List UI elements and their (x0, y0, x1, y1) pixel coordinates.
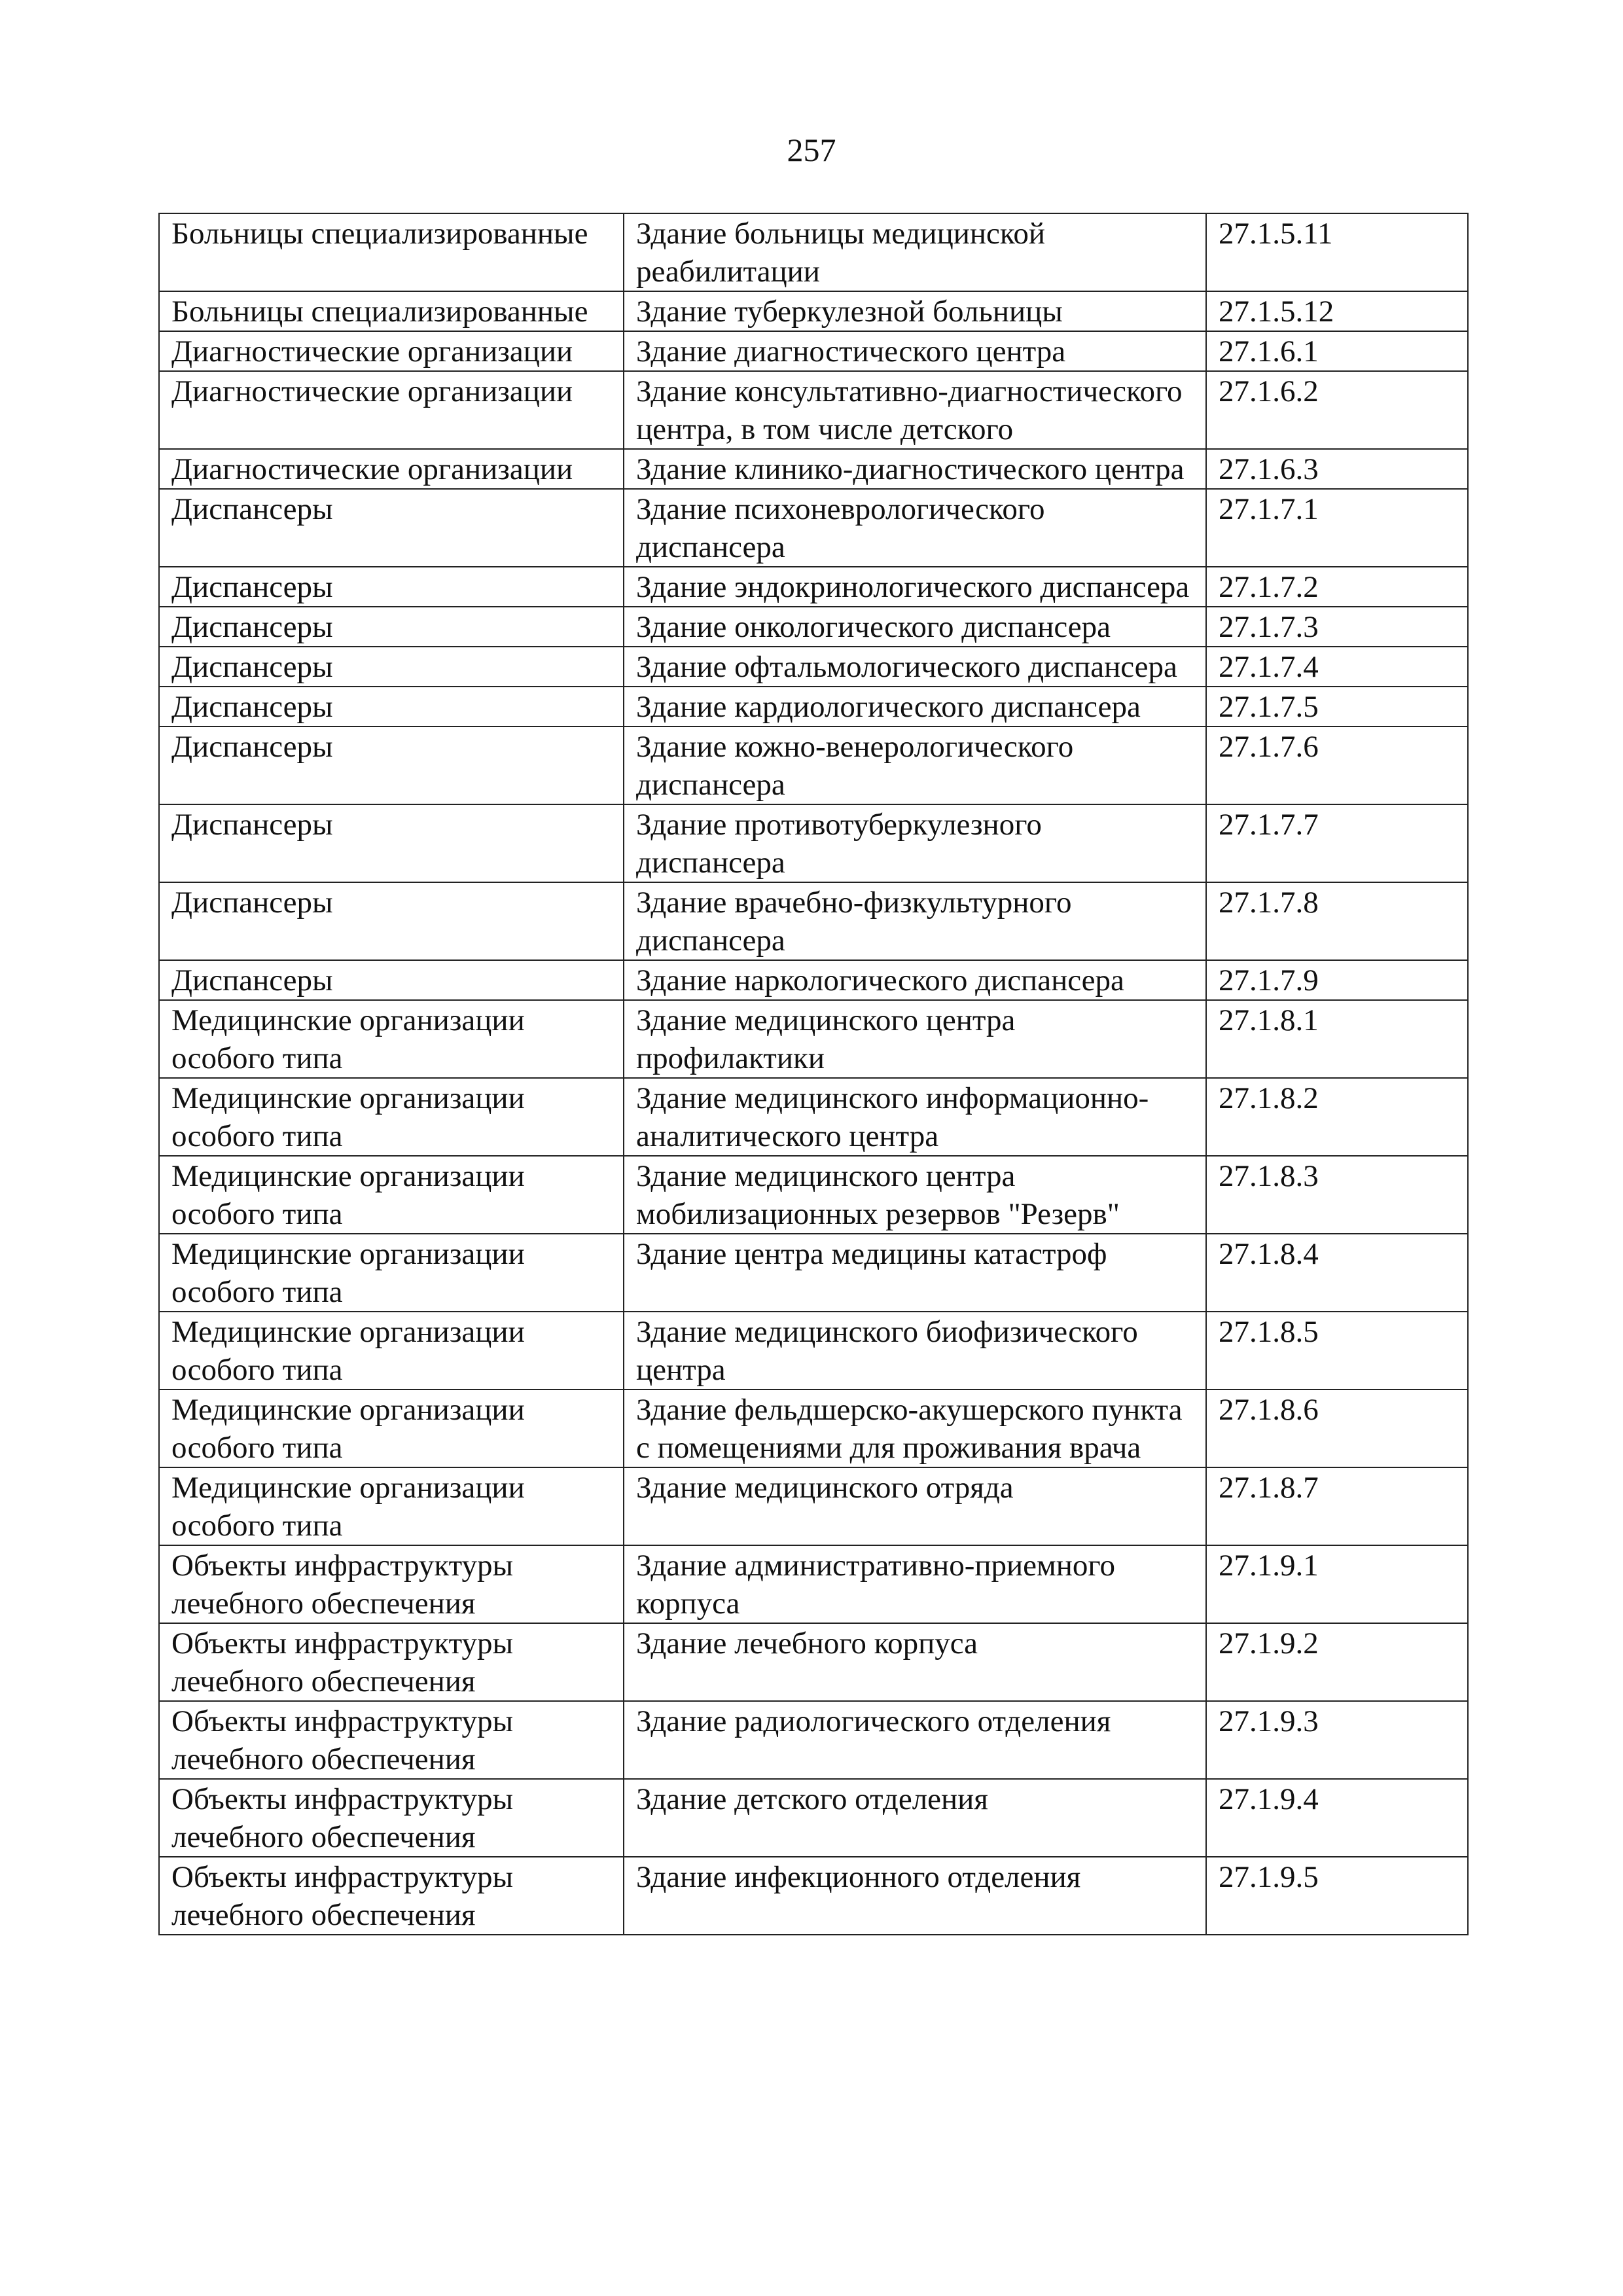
table-row (159, 960, 1468, 1000)
building-cell: Здание эндокринологического диспансера (624, 567, 1206, 607)
table-row (159, 1390, 1468, 1467)
category-cell: Диспансеры (159, 489, 624, 567)
table-body (159, 213, 1468, 1935)
code-cell: 27.1.7.2 (1206, 567, 1468, 607)
building-cell: Здание медицинского центра профилактики (624, 1000, 1206, 1078)
code-cell: 27.1.7.9 (1206, 960, 1468, 1000)
code-cell: 27.1.8.5 (1206, 1312, 1468, 1390)
classification-table (158, 213, 1469, 1935)
building-cell: Здание противотуберкулезного диспансера (624, 804, 1206, 882)
category-cell: Больницы специализированные (159, 213, 624, 291)
building-cell: Здание кожно-венерологического диспансера (624, 726, 1206, 804)
category-cell: Диспансеры (159, 687, 624, 726)
table-row (159, 647, 1468, 687)
building-cell: Здание кардиологического диспансера (624, 687, 1206, 726)
table-row (159, 726, 1468, 804)
category-cell: Диспансеры (159, 960, 624, 1000)
building-cell: Здание больницы медицинской реабилитации (624, 213, 1206, 291)
code-cell: 27.1.9.4 (1206, 1779, 1468, 1857)
code-cell: 27.1.9.3 (1206, 1701, 1468, 1779)
table-row (159, 371, 1468, 449)
category-cell: Диспансеры (159, 804, 624, 882)
category-cell: Медицинские организации особого типа (159, 1234, 624, 1312)
code-cell: 27.1.6.3 (1206, 449, 1468, 489)
building-cell: Здание медицинского центра мобилизационных резервов "Резерв" (624, 1156, 1206, 1234)
code-cell: 27.1.8.2 (1206, 1078, 1468, 1156)
category-cell: Объекты инфраструктуры лечебного обеспечения (159, 1857, 624, 1935)
table-row (159, 1234, 1468, 1312)
category-cell: Медицинские организации особого типа (159, 1000, 624, 1078)
page-number: 257 (787, 132, 836, 168)
code-cell: 27.1.7.4 (1206, 647, 1468, 687)
code-cell: 27.1.8.7 (1206, 1467, 1468, 1545)
building-cell: Здание консультативно-диагностического центра, в том числе детского (624, 371, 1206, 449)
table-row (159, 607, 1468, 647)
building-cell: Здание административно-приемного корпуса (624, 1545, 1206, 1623)
table-row (159, 1078, 1468, 1156)
category-cell: Объекты инфраструктуры лечебного обеспечения (159, 1701, 624, 1779)
table-row (159, 1156, 1468, 1234)
category-cell: Диагностические организации (159, 371, 624, 449)
category-cell: Диспансеры (159, 647, 624, 687)
category-cell: Медицинские организации особого типа (159, 1078, 624, 1156)
code-cell: 27.1.8.3 (1206, 1156, 1468, 1234)
building-cell: Здание онкологического диспансера (624, 607, 1206, 647)
building-cell: Здание наркологического диспансера (624, 960, 1206, 1000)
code-cell: 27.1.9.1 (1206, 1545, 1468, 1623)
building-cell: Здание медицинского информационно-аналитического центра (624, 1078, 1206, 1156)
building-cell: Здание центра медицины катастроф (624, 1234, 1206, 1312)
category-cell: Диспансеры (159, 567, 624, 607)
code-cell: 27.1.9.5 (1206, 1857, 1468, 1935)
category-cell: Диспансеры (159, 726, 624, 804)
building-cell: Здание медицинского отряда (624, 1467, 1206, 1545)
category-cell: Объекты инфраструктуры лечебного обеспечения (159, 1623, 624, 1701)
table-row (159, 291, 1468, 331)
table-row (159, 1312, 1468, 1390)
category-cell: Медицинские организации особого типа (159, 1467, 624, 1545)
table-row (159, 1779, 1468, 1857)
table-row (159, 1623, 1468, 1701)
code-cell: 27.1.7.3 (1206, 607, 1468, 647)
table-row (159, 1000, 1468, 1078)
table-row (159, 449, 1468, 489)
code-cell: 27.1.5.12 (1206, 291, 1468, 331)
category-cell: Объекты инфраструктуры лечебного обеспечения (159, 1779, 624, 1857)
code-cell: 27.1.6.1 (1206, 331, 1468, 371)
building-cell: Здание фельдшерско-акушерского пункта с помещениями для проживания врача (624, 1390, 1206, 1467)
category-cell: Медицинские организации особого типа (159, 1156, 624, 1234)
table-row (159, 567, 1468, 607)
building-cell: Здание медицинского биофизического центра (624, 1312, 1206, 1390)
table-row (159, 489, 1468, 567)
building-cell: Здание офтальмологического диспансера (624, 647, 1206, 687)
building-cell: Здание туберкулезной больницы (624, 291, 1206, 331)
code-cell: 27.1.7.5 (1206, 687, 1468, 726)
code-cell: 27.1.9.2 (1206, 1623, 1468, 1701)
code-cell: 27.1.7.1 (1206, 489, 1468, 567)
table-row (159, 882, 1468, 960)
code-cell: 27.1.7.7 (1206, 804, 1468, 882)
table-row (159, 1701, 1468, 1779)
category-cell: Больницы специализированные (159, 291, 624, 331)
building-cell: Здание врачебно-физкультурного диспансера (624, 882, 1206, 960)
building-cell: Здание инфекционного отделения (624, 1857, 1206, 1935)
table-row (159, 1857, 1468, 1935)
code-cell: 27.1.8.1 (1206, 1000, 1468, 1078)
building-cell: Здание психоневрологического диспансера (624, 489, 1206, 567)
building-cell: Здание лечебного корпуса (624, 1623, 1206, 1701)
table-row (159, 1545, 1468, 1623)
building-cell: Здание детского отделения (624, 1779, 1206, 1857)
code-cell: 27.1.6.2 (1206, 371, 1468, 449)
table-row (159, 1467, 1468, 1545)
building-cell: Здание клинико-диагностического центра (624, 449, 1206, 489)
code-cell: 27.1.8.4 (1206, 1234, 1468, 1312)
category-cell: Медицинские организации особого типа (159, 1390, 624, 1467)
building-cell: Здание диагностического центра (624, 331, 1206, 371)
code-cell: 27.1.8.6 (1206, 1390, 1468, 1467)
code-cell: 27.1.7.6 (1206, 726, 1468, 804)
code-cell: 27.1.7.8 (1206, 882, 1468, 960)
table-row (159, 331, 1468, 371)
category-cell: Диспансеры (159, 607, 624, 647)
category-cell: Диспансеры (159, 882, 624, 960)
code-cell: 27.1.5.11 (1206, 213, 1468, 291)
category-cell: Объекты инфраструктуры лечебного обеспечения (159, 1545, 624, 1623)
table-row (159, 804, 1468, 882)
category-cell: Диагностические организации (159, 331, 624, 371)
category-cell: Медицинские организации особого типа (159, 1312, 624, 1390)
building-cell: Здание радиологического отделения (624, 1701, 1206, 1779)
category-cell: Диагностические организации (159, 449, 624, 489)
table-row (159, 213, 1468, 291)
table-row (159, 687, 1468, 726)
